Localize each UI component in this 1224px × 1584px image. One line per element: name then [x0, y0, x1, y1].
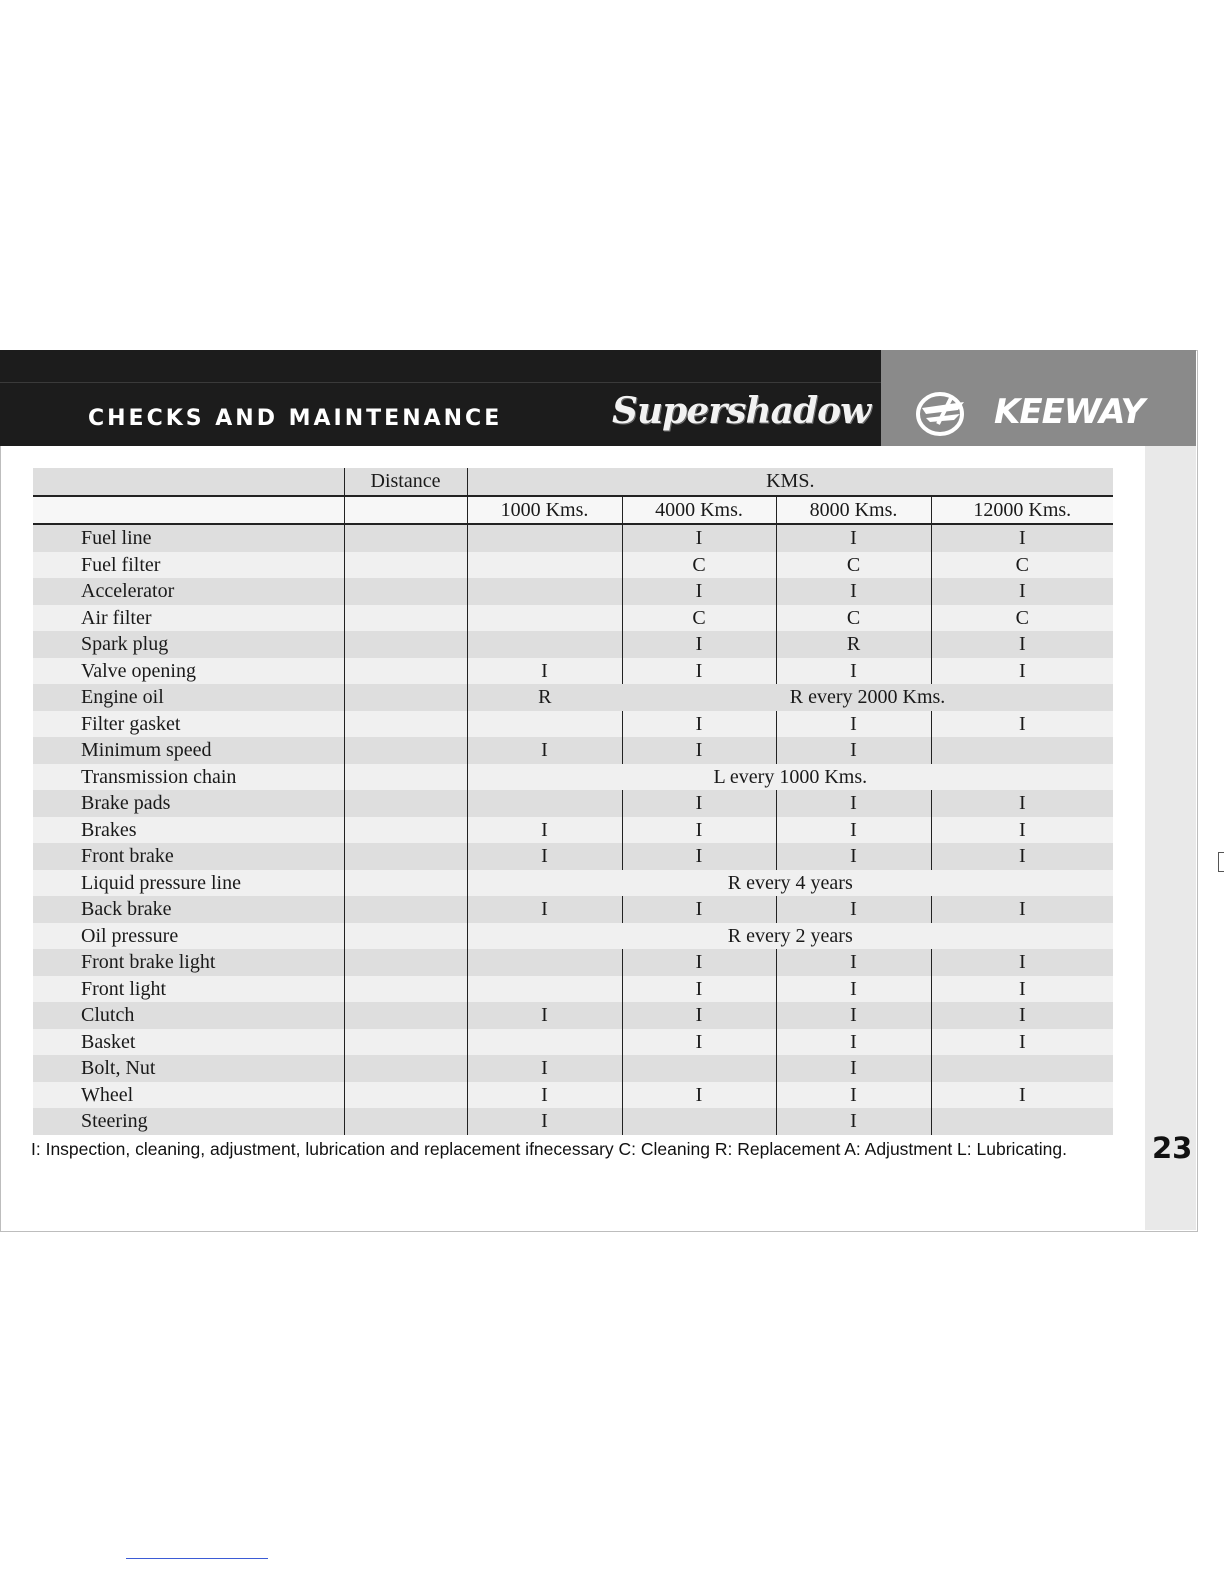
interval-cell: I: [467, 843, 622, 870]
interval-cell: C: [622, 552, 776, 579]
interval-cell: [467, 578, 622, 605]
distance-cell: [344, 817, 467, 844]
item-name-cell: Transmission chain: [33, 764, 344, 791]
item-header-cell: [33, 468, 344, 496]
distance-cell: [344, 605, 467, 632]
section-title: CHECKS AND MAINTENANCE: [88, 406, 503, 431]
item-name-cell: Steering: [33, 1108, 344, 1135]
interval-cell: I: [622, 843, 776, 870]
interval-cell: I: [467, 817, 622, 844]
interval-cell: I: [467, 737, 622, 764]
interval-cell: I: [467, 1055, 622, 1082]
distance-cell: [344, 923, 467, 950]
interval-cell: I: [931, 1002, 1113, 1029]
interval-cell: I: [467, 658, 622, 685]
table-row: [33, 552, 1113, 579]
interval-cell: [931, 737, 1113, 764]
interval-cell: R: [776, 631, 931, 658]
distance-cell: [344, 658, 467, 685]
interval-cell: I: [622, 1002, 776, 1029]
interval-cell: I: [931, 1082, 1113, 1109]
span-note-cell: R every 2000 Kms.: [622, 684, 1113, 711]
span-note-cell: L every 1000 Kms.: [467, 764, 1113, 791]
item-name-cell: Fuel filter: [33, 552, 344, 579]
table-row: [33, 631, 1113, 658]
interval-cell: I: [776, 1108, 931, 1135]
manual-page: [0, 350, 1224, 1232]
item-name-cell: Accelerator: [33, 578, 344, 605]
interval-cell: I: [931, 578, 1113, 605]
interval-cell: I: [622, 896, 776, 923]
interval-cell: I: [776, 790, 931, 817]
item-name-cell: Engine oil: [33, 684, 344, 711]
interval-cell: [622, 1108, 776, 1135]
interval-cell: I: [931, 631, 1113, 658]
interval-cell: I: [622, 524, 776, 552]
interval-header-1000: 1000 Kms.: [467, 496, 622, 525]
table-row: [33, 605, 1113, 632]
interval-cell: I: [467, 1108, 622, 1135]
table-row: [33, 711, 1113, 738]
table-row: [33, 843, 1113, 870]
brand-name: KEEWAY: [994, 392, 1145, 432]
interval-cell: C: [622, 605, 776, 632]
interval-cell: I: [622, 790, 776, 817]
interval-cell: I: [776, 843, 931, 870]
interval-cell: [467, 552, 622, 579]
interval-cell: I: [931, 976, 1113, 1003]
interval-cell: I: [622, 949, 776, 976]
distance-cell: [344, 552, 467, 579]
interval-cell: I: [776, 711, 931, 738]
interval-cell: I: [931, 711, 1113, 738]
interval-header-12000: 12000 Kms.: [931, 496, 1113, 525]
table-row: [33, 896, 1113, 923]
interval-cell: I: [776, 1002, 931, 1029]
interval-cell: I: [776, 976, 931, 1003]
table-row: [33, 817, 1113, 844]
interval-cell: I: [776, 737, 931, 764]
distance-cell: [344, 1002, 467, 1029]
interval-cell: I: [776, 949, 931, 976]
interval-cell: I: [776, 1029, 931, 1056]
item-name-cell: Brakes: [33, 817, 344, 844]
interval-cell: I: [776, 1055, 931, 1082]
item-name-cell: Filter gasket: [33, 711, 344, 738]
distance-cell: [344, 1108, 467, 1135]
item-name-cell: Wheel: [33, 1082, 344, 1109]
distance-cell: [344, 578, 467, 605]
interval-cell: C: [776, 552, 931, 579]
item-name-cell: Air filter: [33, 605, 344, 632]
model-logo: Supershadow: [612, 390, 871, 432]
interval-cell: I: [622, 817, 776, 844]
table-row: [33, 976, 1113, 1003]
interval-cell: [467, 976, 622, 1003]
interval-cell: I: [931, 1029, 1113, 1056]
table-row: [33, 790, 1113, 817]
interval-cell: I: [931, 658, 1113, 685]
distance-cell: [344, 949, 467, 976]
table-row: [33, 737, 1113, 764]
table-header-row: [33, 468, 1113, 496]
item-name-cell: Oil pressure: [33, 923, 344, 950]
item-name-cell: Front brake: [33, 843, 344, 870]
interval-cell: I: [622, 711, 776, 738]
table-row: [33, 923, 1113, 950]
table-row: [33, 1029, 1113, 1056]
span-note-cell: R every 4 years: [467, 870, 1113, 897]
legend: I: Inspection, cleaning, adjustment, lubrication and replacement ifnecessary C: Cleaning R: Replacement A: Adjustment L: Lubricating.: [31, 1139, 1067, 1159]
interval-cell: R: [467, 684, 622, 711]
item-name-cell: Minimum speed: [33, 737, 344, 764]
interval-cell: I: [931, 524, 1113, 552]
interval-cell: I: [931, 896, 1113, 923]
table-row: [33, 949, 1113, 976]
interval-cell: I: [931, 790, 1113, 817]
distance-cell: [344, 684, 467, 711]
interval-cell: C: [931, 552, 1113, 579]
item-name-cell: Valve opening: [33, 658, 344, 685]
distance-cell: [344, 524, 467, 552]
interval-cell: I: [776, 1082, 931, 1109]
interval-cell: [467, 949, 622, 976]
interval-cell: I: [622, 658, 776, 685]
keeway-emblem-icon: [912, 386, 972, 440]
table-row: [33, 1108, 1113, 1135]
distance-cell: [344, 896, 467, 923]
item-name-cell: Liquid pressure line: [33, 870, 344, 897]
kms-header: KMS.: [467, 468, 1113, 496]
item-name-cell: Basket: [33, 1029, 344, 1056]
table-row: [33, 658, 1113, 685]
interval-cell: I: [622, 578, 776, 605]
interval-cell: [467, 631, 622, 658]
interval-cell: I: [622, 1082, 776, 1109]
distance-header: Distance: [344, 468, 467, 496]
page-edge-mark: [1218, 852, 1224, 872]
item-name-cell: Fuel line: [33, 524, 344, 552]
distance-cell: [344, 1082, 467, 1109]
table-row: [33, 870, 1113, 897]
maintenance-schedule-table: [33, 468, 1113, 1135]
side-strip: [1145, 446, 1196, 1230]
span-note-cell: R every 2 years: [467, 923, 1113, 950]
interval-header-4000: 4000 Kms.: [622, 496, 776, 525]
interval-cell: I: [776, 658, 931, 685]
interval-cell: I: [776, 524, 931, 552]
item-name-cell: Brake pads: [33, 790, 344, 817]
distance-cell: [344, 631, 467, 658]
distance-cell: [344, 711, 467, 738]
item-name-cell: Front brake light: [33, 949, 344, 976]
interval-cell: [931, 1055, 1113, 1082]
interval-cell: I: [931, 817, 1113, 844]
distance-cell: [344, 1055, 467, 1082]
interval-cell: [467, 605, 622, 632]
table-row: [33, 684, 1113, 711]
interval-cell: [467, 1029, 622, 1056]
interval-cell: I: [931, 843, 1113, 870]
interval-cell: [467, 524, 622, 552]
interval-cell: I: [622, 737, 776, 764]
interval-header-row: [33, 496, 1113, 525]
item-name-cell: Bolt, Nut: [33, 1055, 344, 1082]
page-number: 23: [1152, 1131, 1193, 1165]
interval-cell: I: [931, 949, 1113, 976]
interval-cell: I: [467, 1082, 622, 1109]
table-row: [33, 1055, 1113, 1082]
distance-cell: [344, 870, 467, 897]
table-row: [33, 578, 1113, 605]
interval-cell: C: [776, 605, 931, 632]
interval-cell: [467, 790, 622, 817]
interval-cell: I: [776, 896, 931, 923]
interval-cell: I: [622, 631, 776, 658]
item-name-cell: Front light: [33, 976, 344, 1003]
table-row: [33, 1082, 1113, 1109]
table-row: [33, 764, 1113, 791]
item-name-cell: Spark plug: [33, 631, 344, 658]
interval-cell: I: [622, 976, 776, 1003]
link-underline: [126, 1558, 268, 1559]
interval-header-8000: 8000 Kms.: [776, 496, 931, 525]
distance-cell: [344, 764, 467, 791]
table-row: [33, 1002, 1113, 1029]
interval-cell: [467, 711, 622, 738]
interval-cell: I: [467, 896, 622, 923]
item-name-cell: Back brake: [33, 896, 344, 923]
table-row: [33, 524, 1113, 552]
interval-cell: I: [776, 817, 931, 844]
interval-cell: I: [622, 1029, 776, 1056]
distance-cell: [344, 737, 467, 764]
distance-cell: [344, 1029, 467, 1056]
distance-cell: [344, 976, 467, 1003]
interval-cell: C: [931, 605, 1113, 632]
interval-cell: I: [776, 578, 931, 605]
distance-cell: [344, 790, 467, 817]
item-name-cell: Clutch: [33, 1002, 344, 1029]
interval-cell: [622, 1055, 776, 1082]
distance-cell: [344, 843, 467, 870]
interval-cell: I: [467, 1002, 622, 1029]
interval-cell: [931, 1108, 1113, 1135]
